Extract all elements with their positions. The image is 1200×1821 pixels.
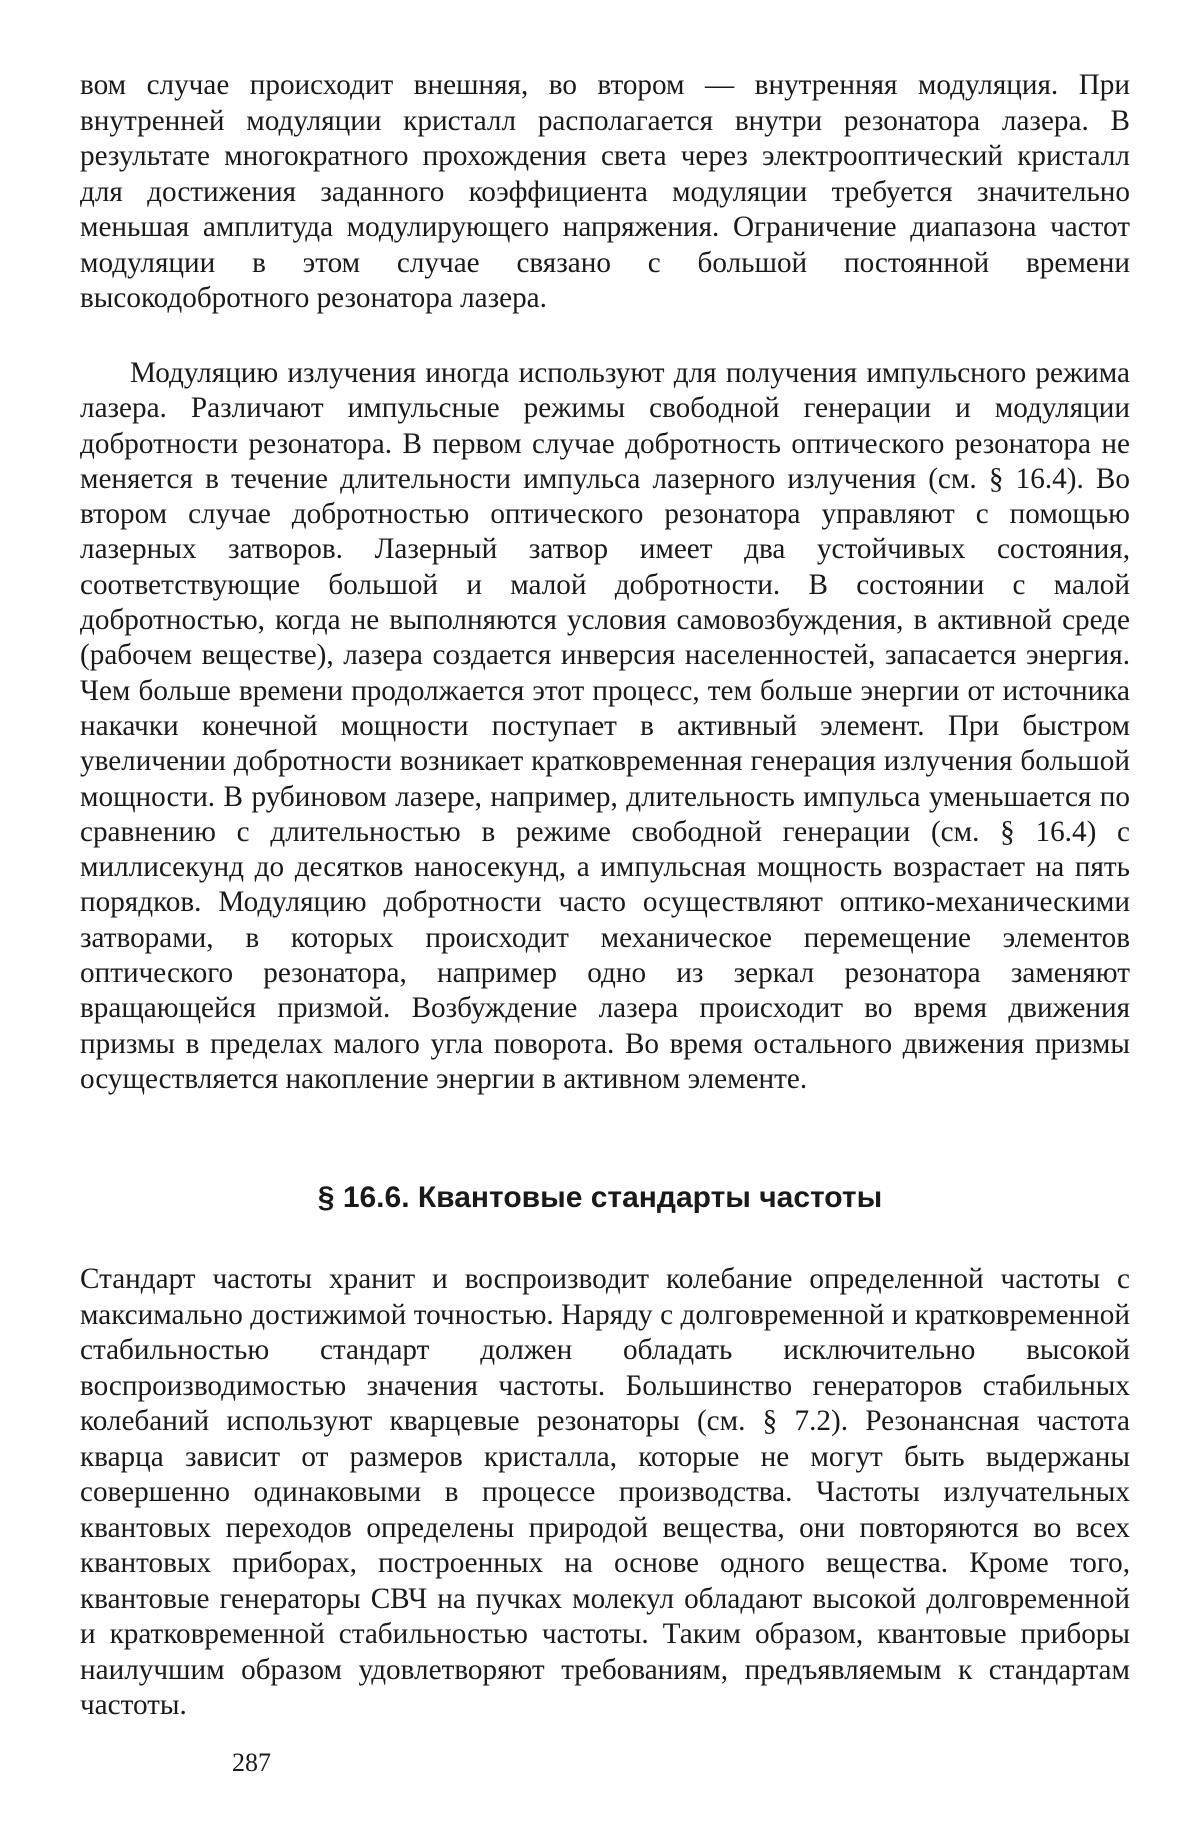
book-page bbox=[0, 0, 1200, 1821]
paragraph-frequency-standards: Стандарт частоты хранит и воспроизводит колебание определенной частоты с максимально достижимой точностью. Наряду с долговременной и кратковременной стабильностью стандарт должен обладать исключительно высокой воспроизводимостью значения частоты. Большинство генераторов стабильных колебаний используют кварцевые резонаторы (см. § 7.2). Резонансная частота кварца зависит от размеров кристалла, которые не могут быть выдержаны совершенно одинаковыми в процессе производства. Частоты излучательных квантовых переходов определены природой вещества, они повторяются во всех квантовых приборах, построенных на основе одного вещества. Кроме того, квантовые генераторы СВЧ на пучках молекул обладают высокой долговременной и кратковременной стабильностью частоты. Таким образом, квантовые приборы наилучшим образом удовлетворяют требованиям, предъявляемым к стандартам частоты. bbox=[80, 1262, 1130, 1724]
paragraph-modulation-types: вом случае происходит внешняя, во втором — внутренняя модуляция. При внутренней модуляции кристалл располагается внутри резонатора лазера. В результате многократного прохождения света через электрооптический кристалл для достижения заданного коэффициента модуляции требуется значительно меньшая амплитуда модулирующего напряжения. Ограничение диапазона частот модуляции в этом случае связано с большой постоянной времени высокодобротного резонатора лазера. bbox=[80, 68, 1130, 317]
page-number: 287 bbox=[232, 1748, 271, 1778]
paragraph-pulse-mode: Модуляцию излучения иногда используют для получения импульсного режима лазера. Различают импульсные режимы свободной генерации и модуляции добротности резонатора. В первом случае добротность оптического резонатора не меняется в течение длительности импульса лазерного излучения (см. § 16.4). Во втором случае добротностью оптического резонатора управляют с помощью лазерных затворов. Лазерный затвор имеет два устойчивых состояния, соответствующие большой и малой добротности. В состоянии с малой добротностью, когда не выполняются условия самовозбуждения, в активной среде (рабочем веществе), лазера создается инверсия населенностей, запасается энергия. Чем больше времени продолжается этот процесс, тем больше энергии от источника накачки конечной мощности поступает в активный элемент. При быстром увеличении добротности возникает кратковременная генерация излучения большой мощности. В рубиновом лазере, например, длительность импульса уменьшается по сравнению с длительностью в режиме свободной генерации (см. § 16.4) с миллисекунд до десятков наносекунд, а импульсная мощность возрастает на пять порядков. Модуляцию добротности часто осуществляют оптико-механическими затворами, в которых происходит механическое перемещение элементов оптического резонатора, например одно из зеркал резонатора заменяют вращающейся призмой. Возбуждение лазера происходит во время движения призмы в пределах малого угла поворота. Во время остального движения призмы осуществляется накопление энергии в активном элементе. bbox=[80, 356, 1130, 1097]
section-heading: § 16.6. Квантовые стандарты частоты bbox=[0, 1178, 1200, 1218]
